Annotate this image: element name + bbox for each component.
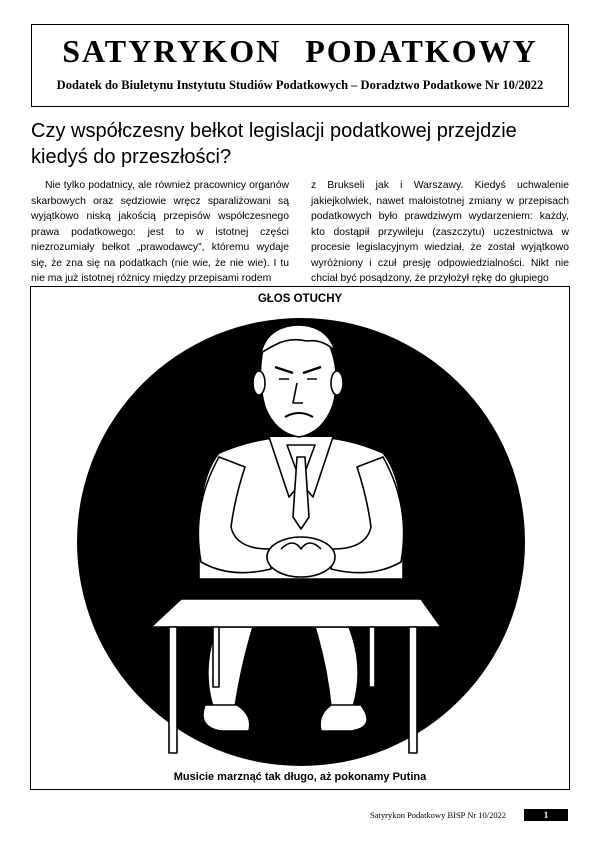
article-paragraph-right: z Brukseli jak i Warszawy. Kiedyś uchwalenie jakiejkolwiek, nawet małoistotnej zmiany w przepisach podatkowych było prawdziwym wydarzeniem: każdy, kto dostąpił przywileju (zaszczytu) uczestnictwa w procesie legislacyjnym wiedział, że został wyjątkowo wyróżniony i czuł presję odpowiedzialności. Nikt nie chciał być posądzony, że przyłożył rękę do głupiego: [311, 180, 569, 284]
article-column-left: [31, 178, 289, 287]
article-headline: Czy współczesny bełkot legislacji podatkowej przejdzie kiedyś do przeszłości?: [31, 120, 517, 168]
masthead-title: SATYRYKON PODATKOWY: [62, 33, 538, 69]
footer-publication: Satyrykon Podatkowy BISP Nr 10/2022: [370, 810, 507, 820]
politician-at-table-cartoon: [31, 287, 571, 791]
cartoon-title: GŁOS OTUCHY: [257, 293, 343, 305]
article-paragraph-left: Nie tylko podatnicy, ale również pracownicy organów skarbowych oraz sędziowie wręcz sparaliżowani są wyjątkowo niską jakością przepisów współczesnego prawa podatkowego: jest to w istotnej części niezrozumiały bełkot „prawodawcy”, któremu wydaje się, że zna się na podatkach (nie wie, że nie wie). I tu nie ma już istotnej różnicy między przepisami rodem: [31, 180, 289, 284]
masthead: [31, 24, 569, 107]
article-column-right: [311, 178, 569, 287]
cartoon-panel: [30, 286, 570, 790]
masthead-subtitle: Dodatek do Biuletynu Instytutu Studiów Podatkowych – Doradztwo Podatkowe Nr 10/2022: [56, 78, 544, 92]
cartoon-caption: Musicie marznąć tak długo, aż pokonamy Putina: [173, 771, 427, 783]
page-number: 1: [524, 809, 568, 821]
